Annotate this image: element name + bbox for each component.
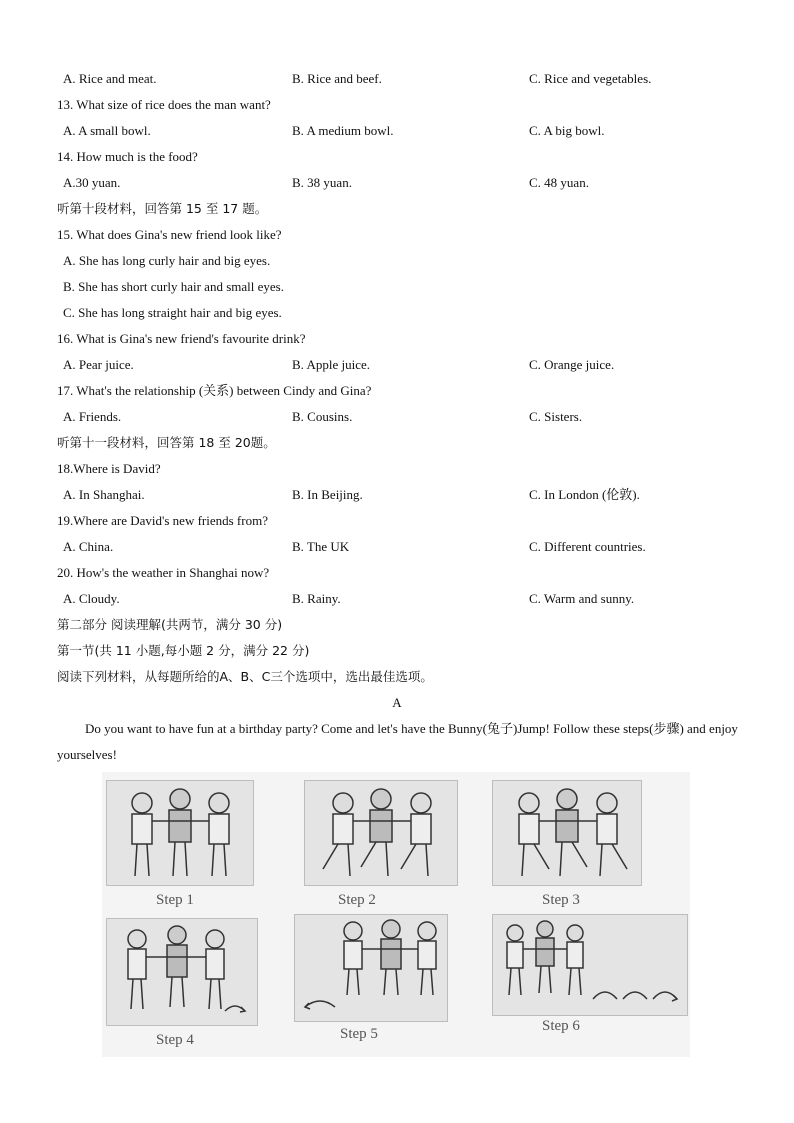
children-hopping-forward-image	[493, 915, 687, 1015]
part-2-title: 第二部分 阅读理解(共两节，满分 30 分)	[57, 617, 283, 632]
q18-option-c: C. In London (伦敦).	[529, 487, 640, 502]
q13-option-a: A. A small bowl.	[63, 123, 151, 138]
q19-option-c: C. Different countries.	[529, 539, 646, 554]
children-jumping-back-image	[295, 915, 447, 1021]
q15-question: 15. What does Gina's new friend look like?	[57, 227, 282, 242]
step-4-caption: Step 4	[156, 1032, 194, 1048]
q12-option-c: C. Rice and vegetables.	[529, 71, 652, 86]
step-2-picture	[304, 780, 458, 886]
step-5-picture	[294, 914, 448, 1022]
q14-option-b: B. 38 yuan.	[292, 175, 352, 190]
q16-option-c: C. Orange juice.	[529, 357, 615, 372]
q15-option-b: B. She has short curly hair and small eyes.	[63, 279, 284, 294]
q19-option-b: B. The UK	[292, 539, 350, 554]
q19-option-a: A. China.	[63, 539, 114, 554]
step-1-picture	[106, 780, 254, 886]
q12-option-a: A. Rice and meat.	[63, 71, 157, 86]
q14-option-a: A.30 yuan.	[63, 175, 121, 190]
q16-question: 16. What is Gina's new friend's favourite drink?	[57, 331, 306, 346]
reading-instructions: 阅读下列材料，从每题所给的A、B、C三个选项中，选出最佳选项。	[57, 669, 433, 684]
step-3-picture	[492, 780, 642, 886]
step-2-caption: Step 2	[338, 892, 376, 908]
bunny-jump-illustration	[102, 772, 690, 1057]
step-3-caption: Step 3	[542, 892, 580, 908]
section-1-title: 第一节(共 11 小题,每小题 2 分，满分 22 分)	[57, 643, 310, 658]
q16-option-b: B. Apple juice.	[292, 357, 370, 372]
q18-option-a: A. In Shanghai.	[63, 487, 145, 502]
q20-option-b: B. Rainy.	[292, 591, 341, 606]
q12-option-b: B. Rice and beef.	[292, 71, 382, 86]
passage-label: A	[392, 695, 402, 710]
step-1-caption: Step 1	[156, 892, 194, 908]
q13-question: 13. What size of rice does the man want?	[57, 97, 271, 112]
step-5-caption: Step 5	[340, 1026, 378, 1042]
q14-question: 14. How much is the food?	[57, 149, 198, 164]
q13-option-b: B. A medium bowl.	[292, 123, 394, 138]
q19-question: 19.Where are David's new friends from?	[57, 513, 268, 528]
q20-question: 20. How's the weather in Shanghai now?	[57, 565, 270, 580]
q20-option-a: A. Cloudy.	[63, 591, 120, 606]
q16-option-a: A. Pear juice.	[63, 357, 134, 372]
q14-option-c: C. 48 yuan.	[529, 175, 589, 190]
q18-question: 18.Where is David?	[57, 461, 161, 476]
q20-option-c: C. Warm and sunny.	[529, 591, 635, 606]
section-10-heading: 听第十段材料，回答第 15 至 17 题。	[57, 201, 268, 216]
q13-option-c: C. A big bowl.	[529, 123, 605, 138]
children-kicking-left-image	[305, 781, 457, 885]
children-kicking-right-image	[493, 781, 641, 885]
q17-option-c: C. Sisters.	[529, 409, 583, 424]
q15-option-a: A. She has long curly hair and big eyes.	[63, 253, 271, 268]
q15-option-c: C. She has long straight hair and big eyes.	[63, 305, 282, 320]
q17-option-b: B. Cousins.	[292, 409, 353, 424]
step-4-picture	[106, 918, 258, 1026]
children-standing-image	[107, 781, 253, 885]
q17-option-a: A. Friends.	[63, 409, 122, 424]
section-11-heading: 听第十一段材料，回答第 18 至 20题。	[57, 435, 276, 450]
passage-text: Do you want to have fun at a birthday party? Come and let's have the Bunny(兔子)Jump! Follow these steps(步骤) and enjoy yourselves!	[57, 721, 738, 762]
q18-option-b: B. In Beijing.	[292, 487, 363, 502]
step-6-caption: Step 6	[542, 1018, 580, 1034]
q17-question: 17. What's the relationship (关系) between Cindy and Gina?	[57, 383, 372, 398]
children-jumping-forward-image	[107, 919, 257, 1025]
step-6-picture	[492, 914, 688, 1016]
